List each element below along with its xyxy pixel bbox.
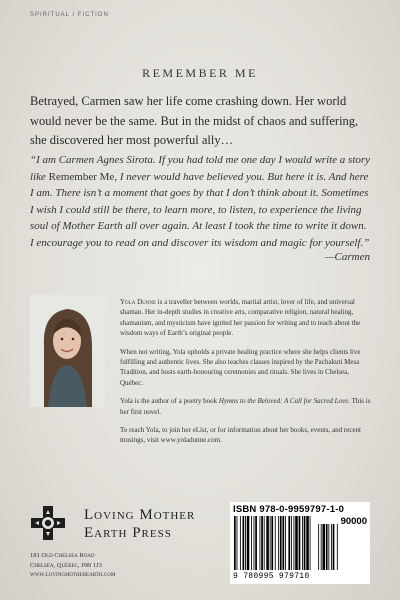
- quote-signature: —Carmen: [324, 251, 370, 263]
- barcode-icon: [234, 516, 366, 572]
- bio-text: Yola is the author of a poetry book: [120, 397, 219, 406]
- author-name: Yola Dunne: [120, 298, 157, 306]
- author-bio: [120, 297, 372, 454]
- price-code: 90000: [340, 516, 367, 527]
- author-quote: [30, 152, 372, 252]
- bio-paragraph: To reach Yola, to join her eList, or for information about her books, events, and recent musings, visit www.yoladunne.com.: [120, 426, 361, 445]
- author-photo: [30, 295, 105, 407]
- bio-text: This is her first novel.: [120, 397, 371, 416]
- quote-part-1: “I am Carmen Agnes Sirota. If you had told me one day I would write a story like: [30, 154, 371, 183]
- blurb-text: Betrayed, Carmen saw her life come crashing down. Her world would never be the same. But in the midst of chaos and suffering, she discovered her most powerful ally…: [30, 94, 359, 147]
- bio-paragraph: When not writing, Yola upholds a private healing practice where she helps clients live fulfilling and authentic lives. She also teaches classes inspired by the Pachakuti Mesa Tradition, and hosts earth-honouring ceremonies and rituals. She lives in Chelsea, Québec.: [120, 347, 361, 387]
- publisher-website: www.lovingmotherearth.com: [30, 571, 116, 578]
- barcode-number: 9 780995 979710: [233, 572, 310, 581]
- poetry-book-title: Hymns to the Beloved: A Call for Sacred Love.: [218, 397, 350, 406]
- bio-text: is a traveller between worlds, martial artist, lover of life, and universal shaman. Her in-depth studies in creative arts, comparative religion, natural healing, shamanism, and mysticism have ignited her passion for writing and to teach about the wisdom ways of Earth’s original people.: [120, 298, 361, 338]
- address-city: Chelsea, Québec, J9B 1J3: [30, 561, 102, 569]
- quote-book-title: Remember Me: [48, 170, 115, 183]
- publisher-name: [84, 506, 195, 542]
- isbn-label: ISBN 978-0-9959797-1-0: [233, 504, 345, 515]
- genre-label: SPIRITUAL / FICTION: [30, 12, 109, 18]
- address-street: 181 Old Chelsea Road: [30, 552, 95, 559]
- publisher-address: [30, 551, 115, 580]
- quote-part-2: , I never would have believed you. But here it is. And here I am. There isn’t a moment that goes by that I don’t think about it. Sometimes I wish I could still be there, to learn more, to listen, to experience the living soul of Mother Earth all over again. At least I took the time to write it down. I encourage you to read on and discover its wisdom and magic for yourself.”: [30, 170, 370, 249]
- book-title: REMEMBER ME: [142, 66, 258, 80]
- publisher-name-line-1: Loving Mother: [84, 507, 196, 523]
- publisher-name-line-2: Earth Press: [84, 525, 172, 541]
- publisher-logo-icon: [30, 505, 66, 541]
- bio-paragraph: [120, 297, 372, 339]
- bio-paragraph: [120, 396, 372, 417]
- isbn-barcode-box: [230, 502, 370, 584]
